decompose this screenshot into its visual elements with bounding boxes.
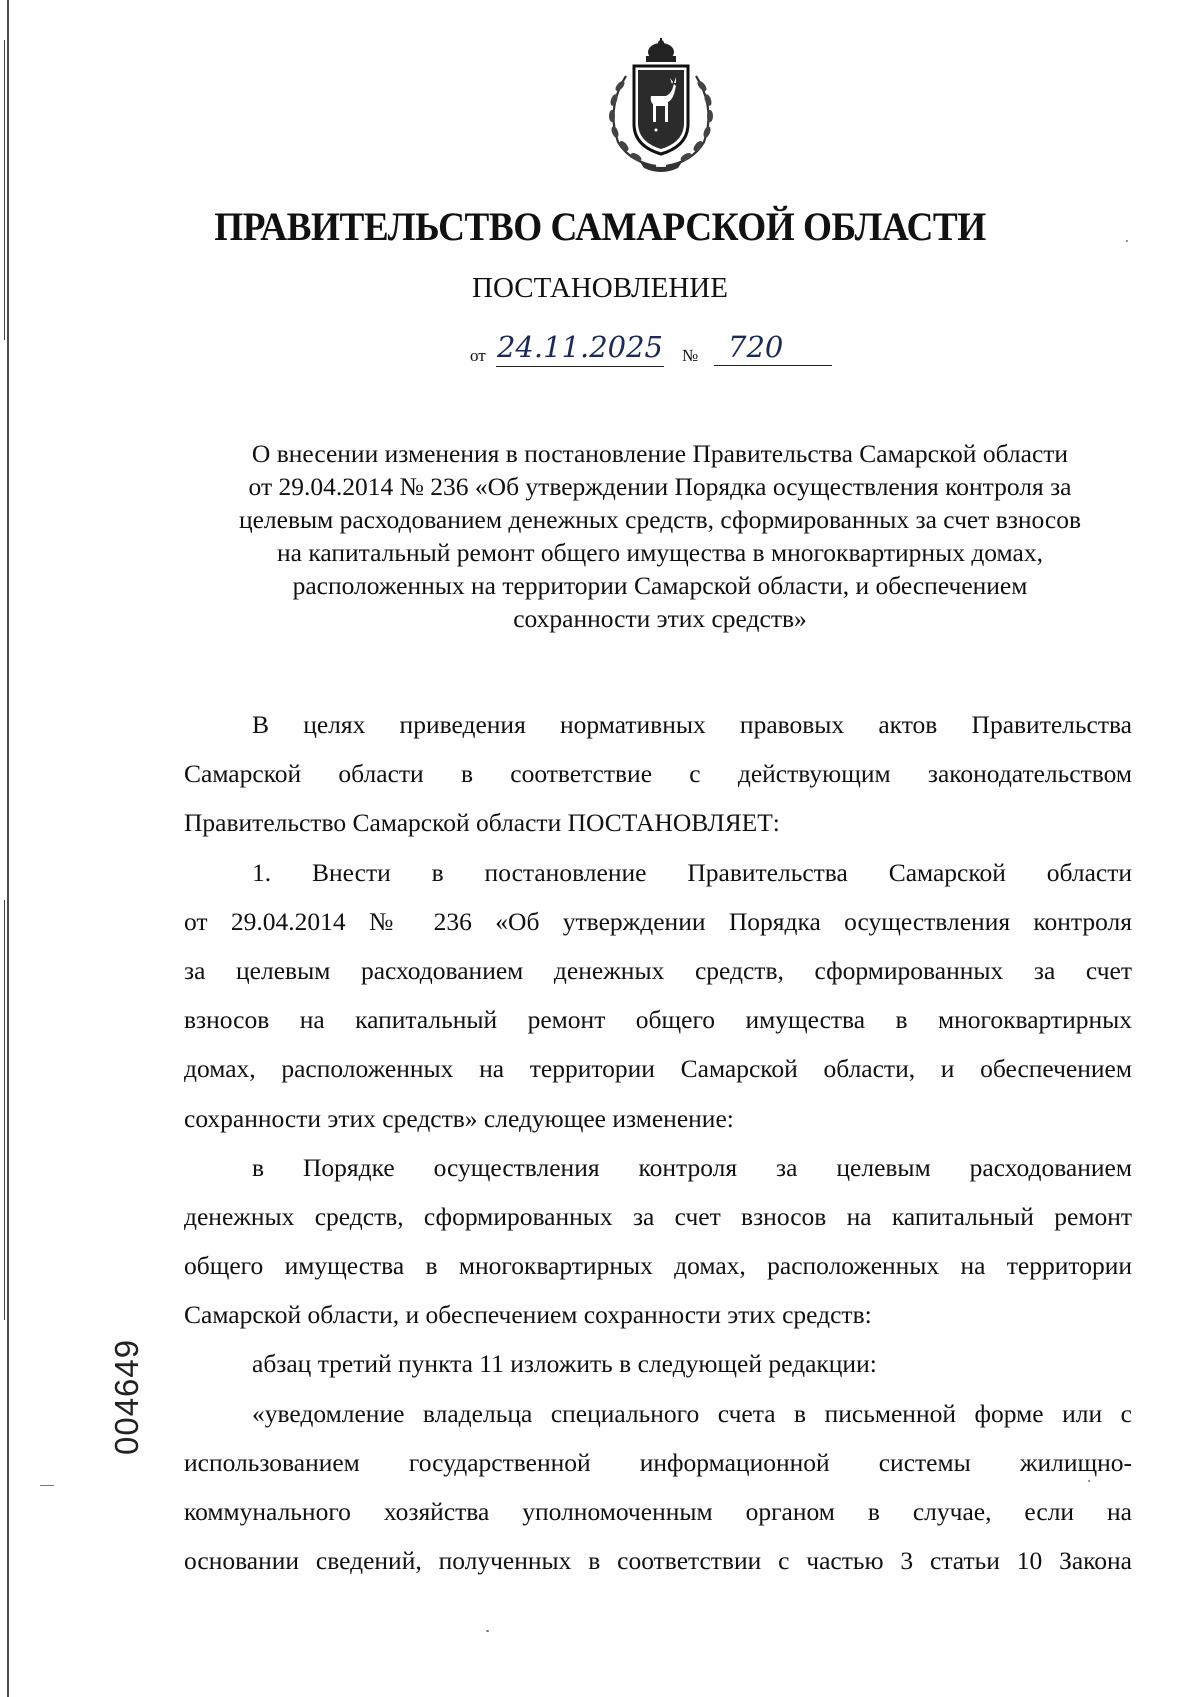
body-line: денежных средств, сформированных за счет взносов на капитальный ремонт bbox=[184, 1201, 1132, 1231]
subject-line: на капитальный ремонт общего имущества в многоквартирных домах, bbox=[277, 538, 1043, 567]
body-line: В целях приведения нормативных правовых актов Правительства bbox=[252, 710, 1132, 739]
page-edge-line bbox=[4, 900, 5, 1320]
scan-speck bbox=[40, 1485, 54, 1486]
scan-speck bbox=[486, 1630, 489, 1632]
body-line: от 29.04.2014 № 236 «Об утверждении Порядка осуществления контроля bbox=[184, 906, 1132, 936]
subject-line: расположенных на территории Самарской области, и обеспечением bbox=[292, 571, 1028, 600]
body-line: абзац третий пункта 11 изложить в следующей редакции: bbox=[252, 1349, 877, 1379]
subject-line: О внесении изменения в постановление Правительства Самарской области bbox=[251, 439, 1069, 468]
body-line: домах, расположенных на территории Самарской области, и обеспечением bbox=[184, 1054, 1132, 1084]
body-line: использованием государственной информационной системы жилищно- bbox=[184, 1447, 1132, 1477]
body-line: Правительство Самарской области ПОСТАНОВЛЯЕТ: bbox=[184, 808, 780, 838]
body-line: в Порядке осуществления контроля за целевым расходованием bbox=[252, 1152, 1132, 1182]
decree-body bbox=[184, 700, 1132, 1585]
body-line: «уведомление владельца специального счета в письменной форме или с bbox=[252, 1398, 1132, 1428]
decree-subject bbox=[190, 437, 1130, 635]
date-prefix: от bbox=[470, 346, 486, 365]
body-line: сохранности этих средств» следующее изменение: bbox=[184, 1103, 734, 1133]
body-line: общего имущества в многоквартирных домах, расположенных на территории bbox=[184, 1251, 1132, 1281]
document-type: ПОСТАНОВЛЕНИЕ bbox=[472, 272, 728, 304]
subject-line: от 29.04.2014 № 236 «Об утверждении Порядка осуществления контроля за bbox=[248, 472, 1072, 501]
body-line: за целевым расходованием денежных средств, сформированных за счет bbox=[184, 955, 1132, 985]
samara-oblast-coat-of-arms-icon bbox=[596, 38, 726, 172]
body-line: основании сведений, полученных в соответствии с частью 3 статьи 10 Закона bbox=[184, 1546, 1132, 1576]
body-line: Самарской области, и обеспечением сохранности этих средств: bbox=[184, 1300, 872, 1330]
scan-speck bbox=[1126, 240, 1128, 242]
decree-date-number bbox=[470, 330, 860, 374]
decree-date: 24.11.2025 bbox=[496, 330, 664, 367]
body-line: 1. Внести в постановление Правительства Самарской области bbox=[252, 857, 1132, 887]
decree-number: 720 bbox=[714, 330, 832, 366]
body-line: взносов на капитальный ремонт общего имущества в многоквартирных bbox=[184, 1005, 1132, 1035]
body-line: коммунального хозяйства уполномоченным органом в случае, если на bbox=[184, 1497, 1132, 1526]
number-prefix: № bbox=[682, 346, 699, 365]
scan-speck bbox=[1088, 1480, 1090, 1482]
subject-line: целевым расходованием денежных средств, сформированных за счет взносов bbox=[238, 505, 1082, 534]
page-edge-line bbox=[7, 0, 9, 1697]
body-line: Самарской области в соответствие с действующим законодательством bbox=[184, 759, 1132, 789]
subject-line: сохранности этих средств» bbox=[513, 604, 807, 633]
government-title: ПРАВИТЕЛЬСТВО САМАРСКОЙ ОБЛАСТИ bbox=[214, 204, 986, 249]
registration-number: 004649 bbox=[108, 1338, 145, 1455]
